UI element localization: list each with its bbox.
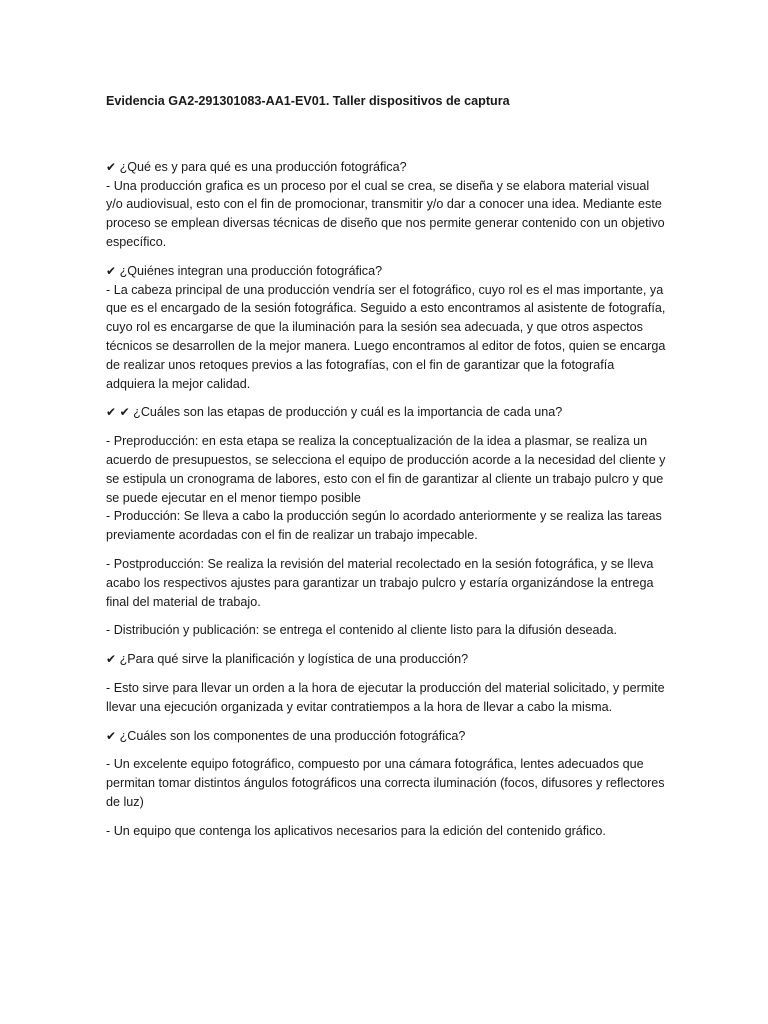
answer-3-postproduction: - Postproducción: Se realiza la revisión del material recolectado en la sesión fotográfica, y se lleva acabo los respectivos ajustes para garantizar un trabajo pulcro y estaría organizándose la entrega final del material de trabajo. (106, 556, 654, 609)
document-title: Evidencia GA2-291301083-AA1-EV01. Taller dispositivos de captura (106, 94, 510, 108)
checkmark-icon: ✔ (106, 263, 117, 278)
checkmark-icon: ✔ (106, 652, 117, 667)
answer-3-distribution: - Distribución y publicación: se entrega el contenido al cliente listo para la difusión deseada. (106, 623, 618, 638)
question-5-text: ¿Cuáles son los componentes de una producción fotográfica? (119, 728, 466, 743)
answer-3-production: - Producción: Se lleva a cabo la producción según lo acordado anteriormente y se realiza las tareas previamente acordadas con el fin de realizar un trabajo impecable. (106, 509, 662, 543)
question-3-text: ¿Cuáles son las etapas de producción y cuál es la importancia de cada una? (133, 405, 563, 420)
question-1 (106, 158, 666, 177)
checkmark-icon: ✔ (119, 405, 130, 420)
answer-3-preproduction: - Preproducción: en esta etapa se realiza la conceptualización de la idea a plasmar, se realiza un acuerdo de presupuestos, se selecciona el equipo de producción acorde a la necesidad del cliente y se estipula un cronograma de labores, esto con el fin de garantizar al cliente un trabajo pulcro y que se puede ejecutar en el menor tiempo posible (106, 434, 666, 505)
answer-5-software: - Un equipo que contenga los aplicativos necesarios para la edición del contenido gráfico. (106, 823, 606, 838)
answer-2: - La cabeza principal de una producción vendría ser el fotográfico, cuyo rol es el mas importante, ya que es el encargado de la sesión fotográfica. Seguido a esto encontramos al asistente de fotografía, cuyo rol es encargarse de que la iluminación para la sesión sea adecuada, y que otros aspectos técnicos se desarrollen de la mejor manera. Luego encontramos al editor de fotos, quien se encarga de realizar unos retoques previos a las fotografías, con el fin de garantizar que la fotografía adquiera la mejor calidad. (106, 282, 666, 391)
question-3 (106, 403, 666, 422)
checkmark-icon: ✔ (106, 159, 117, 174)
checkmark-icon: ✔ (106, 405, 117, 420)
question-2-text: ¿Quiénes integran una producción fotográfica? (119, 263, 383, 278)
answer-5-equipment: - Un excelente equipo fotográfico, compuesto por una cámara fotográfica, lentes adecuados que permitan tomar distintos ángulos fotográficos una correcta iluminación (focos, difusores y reflectores de luz) (106, 757, 665, 809)
question-1-text: ¿Qué es y para qué es una producción fotográfica? (119, 159, 407, 174)
document-page (106, 92, 666, 851)
question-2 (106, 262, 666, 281)
answer-4: - Esto sirve para llevar un orden a la hora de ejecutar la producción del material solicitado, y permite llevar una ejecución organizada y evitar contratiempos a la hora de llevar a cabo la misma. (106, 680, 665, 714)
question-4-text: ¿Para qué sirve la planificación y logística de una producción? (119, 652, 469, 667)
answer-1: - Una producción grafica es un proceso por el cual se crea, se diseña y se elabora material visual y/o audiovisual, esto con el fin de promocionar, transmitir y/o dar a conocer una idea. Mediante este proceso se emplean diversas técnicas de diseño que nos permite generar contenido con un objetivo específico. (106, 178, 665, 249)
checkmark-icon: ✔ (106, 728, 117, 743)
question-5 (106, 727, 666, 746)
question-4 (106, 650, 666, 669)
